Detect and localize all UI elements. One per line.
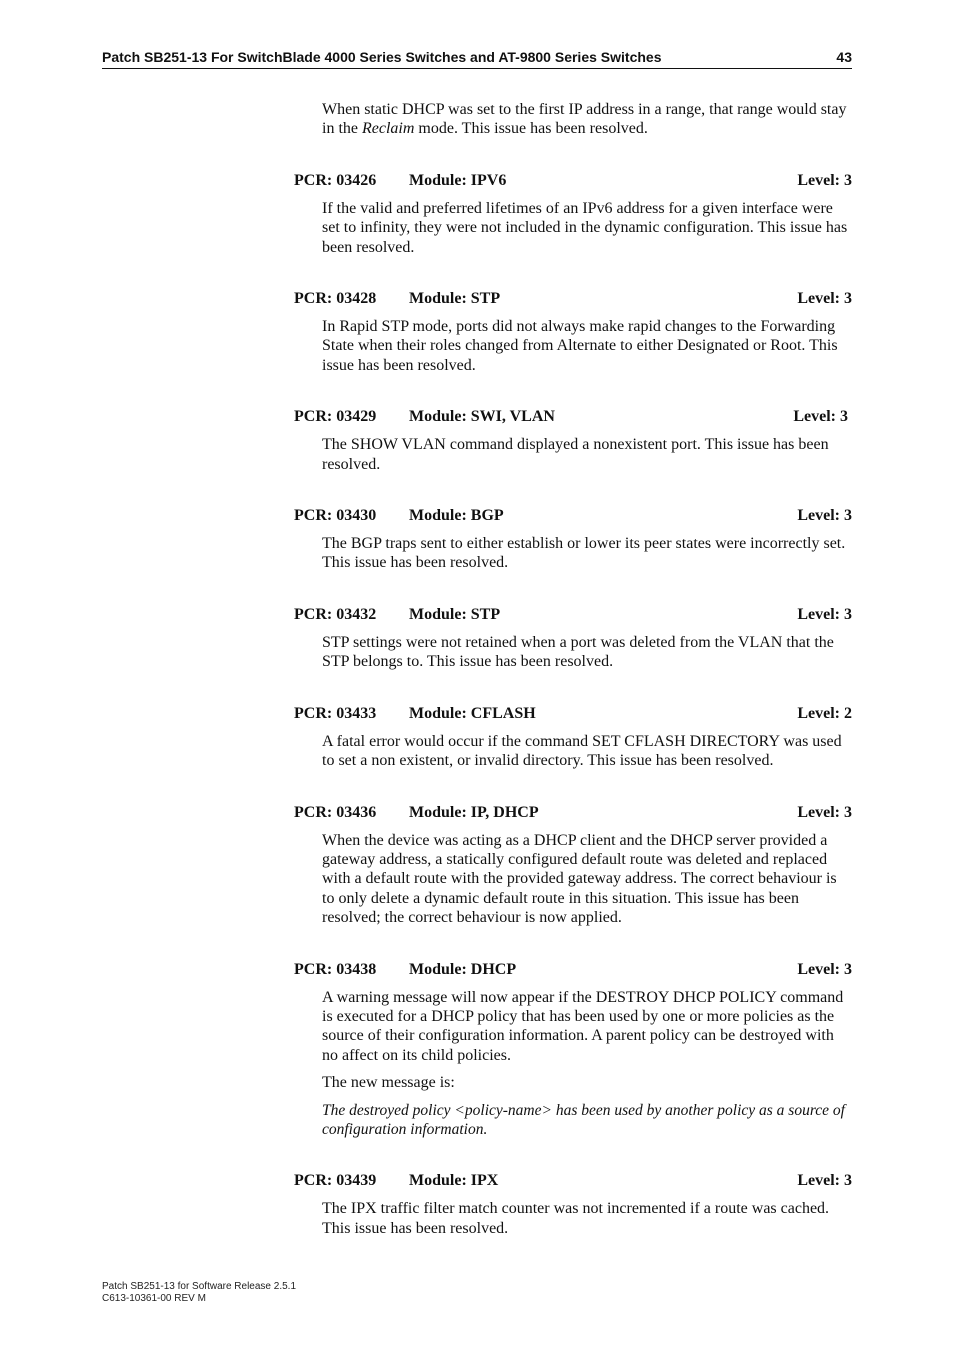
- intro-paragraph: When static DHCP was set to the first IP address in a range, that range would stay in the Reclaim mode. This issue has been resolved.: [322, 101, 847, 138]
- pcr-number: PCR: 03438: [294, 960, 377, 978]
- pcr-message-text: The destroyed policy <policy-name> has been used by another policy as a source of configuration information.: [322, 1101, 845, 1138]
- pcr-level: Level: 2: [797, 704, 852, 722]
- pcr-level: Level: 3: [797, 290, 852, 308]
- pcr-description: The BGP traps sent to either establish or lower its peer states were incorrectly set. This issue has been resolved.: [322, 535, 846, 572]
- pcr-module: Module: CFLASH: [409, 704, 536, 722]
- pcr-level: Level: 3: [797, 1172, 852, 1190]
- pcr-number: PCR: 03428: [294, 290, 377, 308]
- pcr-level: Level: 3: [797, 171, 852, 189]
- pcr-description: The new message is:: [322, 1074, 455, 1092]
- pcr-number: PCR: 03439: [294, 1172, 377, 1190]
- footer-doc-number: C613-10361-00 REV M: [102, 1293, 206, 1304]
- pcr-entry: [294, 704, 852, 771]
- pcr-entry: [294, 605, 852, 672]
- pcr-module: Module: DHCP: [409, 960, 517, 978]
- pcr-number: PCR: 03436: [294, 803, 377, 821]
- pcr-number: PCR: 03433: [294, 704, 377, 722]
- pcr-description: STP settings were not retained when a port was deleted from the VLAN that the STP belongs to. This issue has been resolved.: [322, 633, 834, 671]
- pcr-level: Level: 3: [793, 408, 848, 426]
- pcr-description: The SHOW VLAN command displayed a nonexistent port. This issue has been resolved.: [322, 436, 829, 473]
- pcr-entry: [294, 506, 852, 573]
- pcr-heading: [294, 1171, 852, 1191]
- pcr-number: PCR: 03426: [294, 171, 377, 189]
- pcr-level: Level: 3: [797, 605, 852, 623]
- pcr-number: PCR: 03432: [294, 605, 377, 623]
- pcr-heading: [294, 704, 852, 724]
- pcr-level: Level: 3: [797, 960, 852, 978]
- footer-release: Patch SB251-13 for Software Release 2.5.1: [102, 1281, 297, 1292]
- pcr-entry: [294, 803, 852, 928]
- intro-emphasis: Reclaim: [362, 120, 415, 138]
- pcr-level: Level: 3: [797, 507, 852, 525]
- pcr-description: If the valid and preferred lifetimes of an IPv6 address for a given interface were set to infinity, they were not included in the dynamic configuration. This issue has been resolved.: [322, 199, 848, 256]
- page-header: [102, 46, 852, 69]
- pcr-heading: [294, 171, 852, 191]
- page-footer: [102, 1281, 296, 1305]
- pcr-entry: [294, 289, 852, 375]
- main-content: [294, 100, 852, 1270]
- pcr-module: Module: STP: [409, 290, 501, 308]
- header-title: Patch SB251-13 For SwitchBlade 4000 Series Switches and AT-9800 Series Switches: [102, 49, 662, 65]
- pcr-number: PCR: 03429: [294, 408, 377, 426]
- pcr-module: Module: BGP: [409, 507, 504, 525]
- pcr-description: In Rapid STP mode, ports did not always make rapid changes to the Forwarding State when their roles changed from Alternate to either Designated or Root. This issue has been resolved.: [322, 318, 838, 374]
- pcr-entry: [294, 1171, 852, 1238]
- pcr-heading: [294, 407, 852, 427]
- pcr-level: Level: 3: [797, 803, 852, 821]
- pcr-heading: [294, 605, 852, 625]
- pcr-entry: [294, 960, 852, 1140]
- pcr-description: When the device was acting as a DHCP client and the DHCP server provided a gateway address, a statically configured default route was deleted and replaced with a default route with the provided gateway address. The correct behaviour is to only delete a dynamic default route in this situation. This issue has been resolved; the correct behaviour is now applied.: [322, 831, 837, 927]
- pcr-module: Module: STP: [409, 605, 501, 623]
- pcr-entry: [294, 171, 852, 257]
- pcr-module: Module: IPX: [409, 1172, 499, 1190]
- pcr-heading: [294, 289, 852, 309]
- pcr-module: Module: SWI, VLAN: [409, 408, 555, 426]
- pcr-module: Module: IP, DHCP: [409, 803, 539, 821]
- pcr-description: The IPX traffic filter match counter was not incremented if a route was cached. This issue has been resolved.: [322, 1200, 830, 1237]
- pcr-heading: [294, 803, 852, 823]
- pcr-description: A warning message will now appear if the DESTROY DHCP POLICY command is executed for a DHCP policy that has been used by one or more policies as the source of their configuration information. A parent policy can be destroyed with no affect on its child policies.: [322, 988, 844, 1064]
- pcr-description: A fatal error would occur if the command SET CFLASH DIRECTORY was used to set a non existent, or invalid directory. This issue has been resolved.: [322, 732, 842, 770]
- pcr-entry: [294, 407, 852, 474]
- page-number: 43: [836, 49, 852, 65]
- pcr-heading: [294, 960, 852, 980]
- pcr-number: PCR: 03430: [294, 507, 377, 525]
- pcr-heading: [294, 506, 852, 526]
- pcr-module: Module: IPV6: [409, 171, 507, 189]
